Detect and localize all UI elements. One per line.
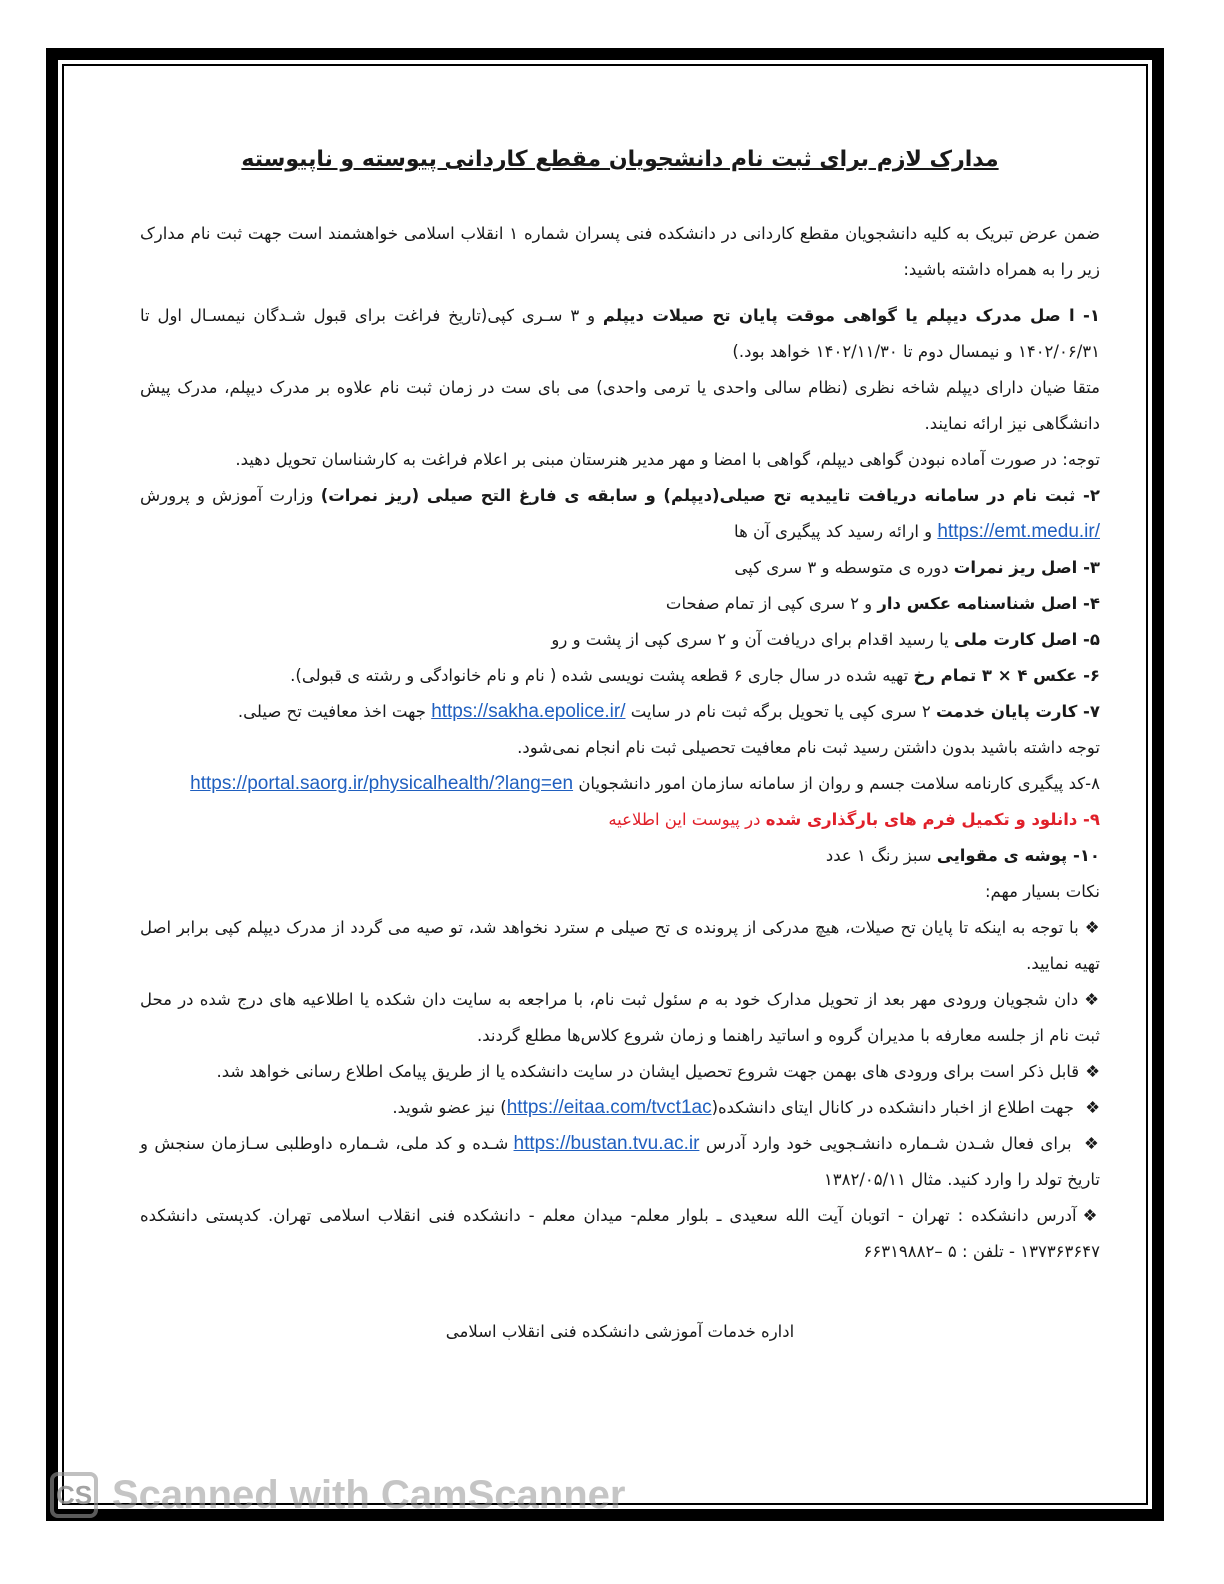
item-1	[140, 298, 1100, 370]
note-item: ❖ قابل ذکر است برای ورودی های بهمن جهت شروع تحصیل ایشان در سایت دانشکده یا از طریق پیامک اطلاع رسانی خواهد شد.	[140, 1054, 1100, 1090]
item-1-note-1: متقا ضیان دارای دیپلم شاخه نظری (نظام سالی واحدی یا ترمی واحدی) می بای ست در زمان ثبت نام علاوه بر مدرک دیپلم، مدرک پیش دانشگاهی نیز ارائه نمایند.	[140, 378, 1100, 433]
item-2-bold: ۲- ثبت نام در سامانه دریافت تاییدیه تح صیلی(دیپلم) و سابقه ی فارغ التح صیلی (ریز نمرات)	[320, 486, 1100, 505]
watermark-text: Scanned with CamScanner	[112, 1472, 626, 1517]
intro-paragraph: ضمن عرض تبریک به کلیه دانشجویان مقطع کاردانی در دانشکده فنی پسران شماره ۱ انقلاب اسلامی خواهشمند است جهت ثبت نام مدارک زیر را به همراه داشته باشید:	[140, 224, 1100, 279]
item-2	[140, 478, 1100, 550]
eitaa-channel-link[interactable]: https://eitaa.com/tvct1ac	[506, 1097, 712, 1118]
item-7	[140, 694, 1100, 730]
emt-medu-link[interactable]: https://emt.medu.ir/	[937, 521, 1100, 542]
item-6-text: تهیه شده در سال جاری ۶ قطعه پشت نویسی شده ( نام و نام خانوادگی و رشته ی قبولی).	[290, 666, 914, 685]
footer-signature: اداره خدمات آموزشی دانشکده فنی انقلاب اسلامی	[445, 1322, 795, 1341]
camscanner-watermark	[50, 1472, 625, 1518]
notes-heading: نکات بسیار مهم:	[984, 882, 1100, 901]
note-text: جهت اطلاع از اخبار دانشکده در کانال ایتای دانشکده(	[711, 1098, 1074, 1117]
item-5-bold: ۵- اصل کارت ملی	[953, 630, 1100, 649]
item-7-text: ۲ سری کپی یا تحویل برگه ثبت نام در سایت	[630, 702, 936, 721]
camscanner-logo-icon: CS	[50, 1472, 98, 1518]
item-5-text: یا رسید اقدام برای دریافت آن و ۲ سری کپی از پشت و رو	[551, 630, 954, 649]
note-item	[140, 1126, 1100, 1198]
item-9	[140, 802, 1100, 838]
item-10-text: سبز رنگ ۱ عدد	[825, 846, 937, 865]
item-1-text: و ۳ سـری کپی(تاریخ فراغت برای قبول شـدگان نیمسـال اول تا ۱۴۰۲/۰۶/۳۱ و نیمسال دوم تا ۱۴۰۲/۱۱/۳۰ خواهد بود.)	[140, 306, 1100, 361]
item-7-bold: ۷- کارت پایان خدمت	[935, 702, 1100, 721]
item-8	[140, 766, 1100, 802]
item-6-bold: ۶- عکس ۴ × ۳ تمام رخ	[913, 666, 1100, 685]
note-text: برای فعال شـدن شـماره دانشـجویی خود وارد آدرس	[705, 1134, 1072, 1153]
item-5	[140, 622, 1100, 658]
note-item: ❖ آدرس دانشکده : تهران - اتوبان آیت الله سعیدی ـ بلوار معلم- میدان معلم - دانشکده فنی انقلاب اسلامی تهران. کدپستی دانشکده ۱۳۷۳۶۳۶۴۷ - تلفن : ۵ –۶۶۳۱۹۸۸۲	[140, 1198, 1100, 1270]
item-1-bold: ۱- ا صل مدرک دیپلم یا گواهی موقت پایان تح صیلات دیپلم	[602, 306, 1100, 325]
item-3-text: دوره ی متوسطه و ۳ سری کپی	[734, 558, 954, 577]
item-3-bold: ۳- اصل ریز نمرات	[953, 558, 1100, 577]
note-text: ) نیز عضو شوید.	[392, 1098, 507, 1117]
bustan-tvu-link[interactable]: https://bustan.tvu.ac.ir	[513, 1133, 700, 1154]
note-text: شـده و کد ملی، شـماره داوطلبی سـازمان سنجش و تاریخ تولد را وارد کنید. مثال ۱۳۸۲/۰۵/۱۱	[140, 1134, 1100, 1189]
note-item	[140, 1090, 1100, 1126]
item-4-text: و ۲ سری کپی از تمام صفحات	[665, 594, 878, 613]
item-4-bold: ۴- اصل شناسنامه عکس دار	[877, 594, 1100, 613]
item-10-bold: ۱۰- پوشه ی مقوایی	[936, 846, 1100, 865]
item-9-bold: ۹- دانلود و تکمیل فرم های بارگذاری شده	[765, 810, 1100, 829]
saorg-portal-link[interactable]: https://portal.saorg.ir/physicalhealth/?lang=en	[190, 773, 574, 794]
item-7-note: توجه داشته باشید بدون داشتن رسید ثبت نام معافیت تحصیلی ثبت نام انجام نمی‌شود.	[517, 738, 1100, 757]
item-10	[140, 838, 1100, 874]
item-8-text: ۸-کد پیگیری کارنامه سلامت جسم و روان از سامانه سازمان امور دانشجویان	[578, 774, 1100, 793]
page-title: مدارک لازم برای ثبت نام دانشجویان مقطع کاردانی پیوسته و ناپیوسته	[241, 147, 999, 172]
item-6	[140, 658, 1100, 694]
item-2-after-link: و ارائه رسید کد پیگیری آن ها	[734, 522, 938, 541]
document-body	[140, 140, 1100, 1350]
item-9-text: در پیوست این اطلاعیه	[608, 810, 766, 829]
item-2-text: وزارت آموزش و پرورش	[140, 486, 321, 505]
item-1-note-2: توجه: در صورت آماده نبودن گواهی دیپلم، گواهی با امضا و مهر مدیر هنرستان مبنی بر اعلام فراغت به کارشناسان تحویل دهید.	[235, 450, 1100, 469]
item-3	[140, 550, 1100, 586]
item-4	[140, 586, 1100, 622]
sakha-epolice-link[interactable]: https://sakha.epolice.ir/	[431, 701, 626, 722]
note-item: ❖ دان شجویان ورودی مهر بعد از تحویل مدارک خود به م سئول ثبت نام، با مراجعه به سایت دان شکده یا اطلاعیه های درج شده در محل ثبت نام از جلسه معارفه با مدیران گروه و اساتید راهنما و زمان شروع کلاس‌ها مطلع گردند.	[140, 982, 1100, 1054]
note-item: ❖ با توجه به اینکه تا پایان تح صیلات، هیچ مدرکی از پرونده ی تح صیلی م سترد نخواهد شد، تو صیه می گردد از مدرک دیپلم کپی برابر اصل تهیه نمایید.	[140, 910, 1100, 982]
item-7-after-link: جهت اخذ معافیت تح صیلی.	[237, 702, 432, 721]
